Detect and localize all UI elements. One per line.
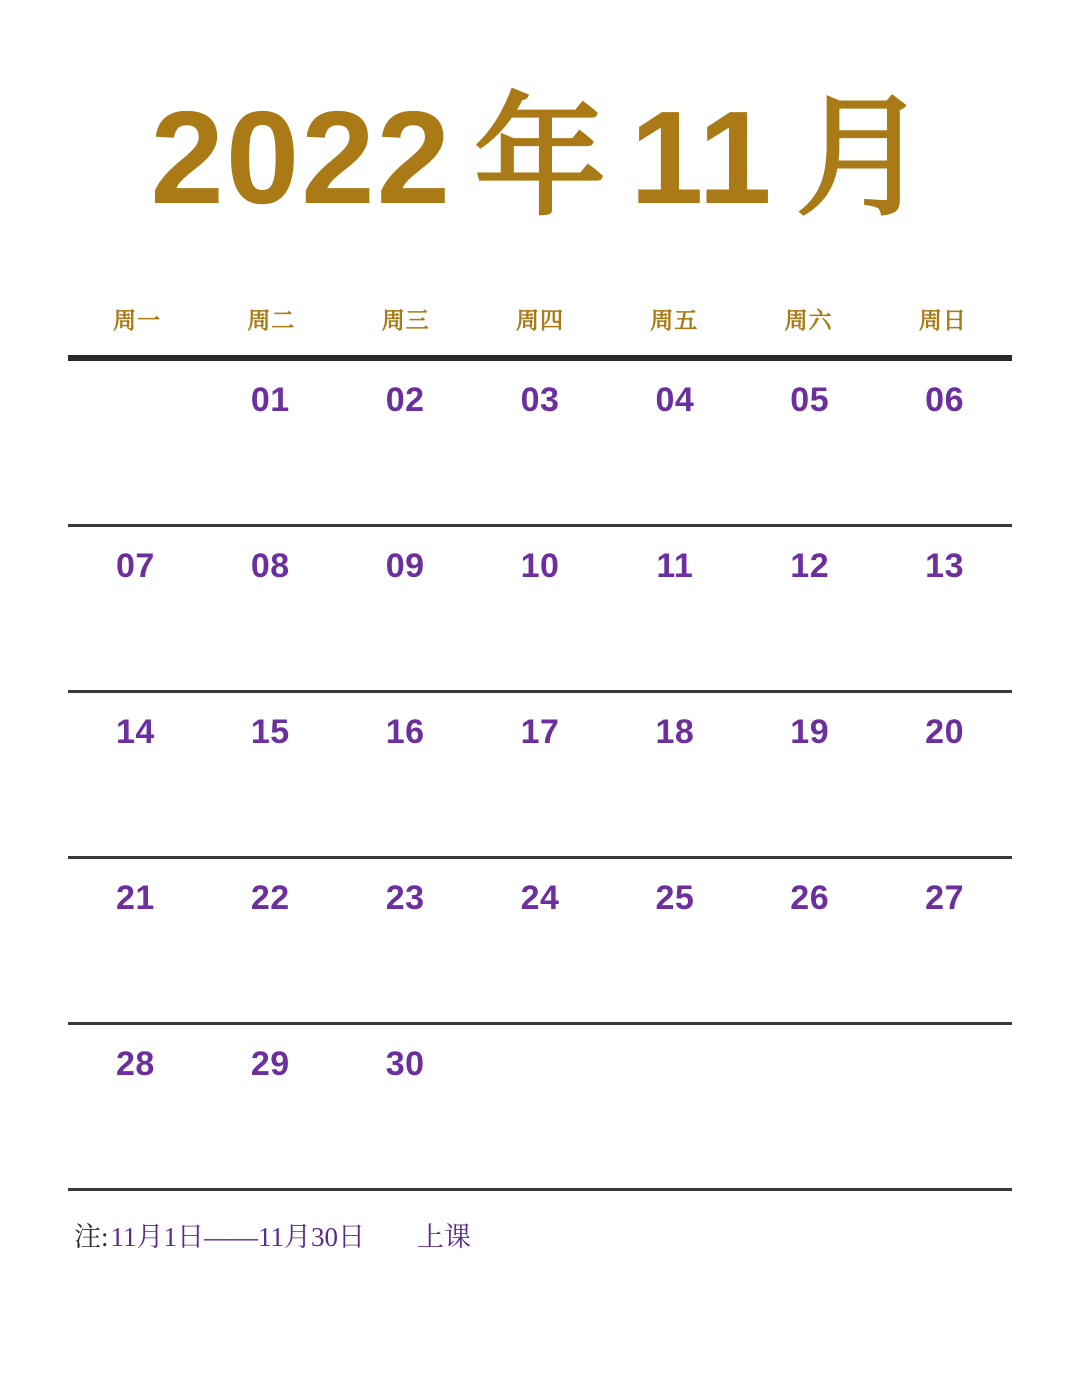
day-number: 11	[656, 547, 694, 585]
day-cell	[607, 1025, 742, 1045]
day-number: 25	[655, 879, 695, 917]
day-number: 29	[250, 1045, 290, 1083]
day-cell[interactable]	[68, 859, 203, 918]
title-year-suffix: 年	[474, 84, 609, 231]
day-cell[interactable]	[338, 1025, 473, 1084]
day-cell[interactable]	[473, 693, 608, 752]
day-cell[interactable]	[68, 527, 203, 586]
day-cell[interactable]	[203, 361, 338, 420]
day-cell[interactable]	[473, 859, 608, 918]
note-label: 注:	[74, 1222, 109, 1252]
day-number: 30	[385, 1045, 425, 1083]
day-cell[interactable]	[607, 527, 742, 586]
weekday-monday: 周一	[113, 307, 162, 333]
day-number: 07	[116, 547, 155, 585]
weekday-saturday: 周六	[784, 307, 833, 333]
day-cell[interactable]	[877, 361, 1012, 420]
week-row	[68, 1025, 1012, 1191]
day-number: 09	[385, 547, 425, 585]
day-cell[interactable]	[473, 527, 608, 586]
weekday-tuesday: 周二	[247, 307, 296, 333]
day-cell[interactable]	[203, 693, 338, 752]
day-cell[interactable]	[607, 361, 742, 420]
note	[68, 1215, 1012, 1254]
day-cell[interactable]	[607, 859, 742, 918]
day-cell[interactable]	[203, 859, 338, 918]
weekday-thursday: 周四	[515, 307, 564, 333]
day-cell[interactable]	[338, 527, 473, 586]
day-number: 02	[385, 381, 425, 419]
day-number: 06	[925, 381, 964, 419]
day-cell[interactable]	[877, 693, 1012, 752]
day-cell[interactable]	[742, 859, 877, 918]
week-row	[68, 859, 1012, 1025]
day-number: 24	[520, 879, 560, 917]
day-number: 21	[116, 879, 155, 917]
note-text: 上课	[417, 1222, 472, 1252]
day-cell[interactable]	[877, 527, 1012, 586]
day-number: 01	[250, 381, 290, 419]
day-number: 05	[790, 381, 830, 419]
day-number: 03	[520, 381, 560, 419]
day-cell[interactable]	[68, 1025, 203, 1084]
weekday-friday: 周五	[650, 307, 699, 333]
title-month: 11	[630, 84, 774, 231]
day-number: 22	[250, 879, 290, 917]
day-number: 14	[116, 713, 155, 751]
day-number: 15	[250, 713, 290, 751]
day-cell[interactable]	[742, 527, 877, 586]
day-number: 12	[790, 547, 830, 585]
week-row	[68, 527, 1012, 693]
weekday-sunday: 周日	[918, 307, 967, 333]
day-number: 04	[655, 381, 695, 419]
day-number: 19	[790, 713, 830, 751]
note-range: 11月1日——11月30日	[110, 1222, 366, 1252]
day-cell	[742, 1025, 877, 1045]
day-cell	[473, 1025, 608, 1045]
day-cell[interactable]	[338, 859, 473, 918]
day-cell	[68, 361, 203, 381]
day-cell[interactable]	[338, 693, 473, 752]
day-cell[interactable]	[473, 361, 608, 420]
weekday-wednesday: 周三	[381, 307, 430, 333]
day-number: 28	[116, 1045, 155, 1083]
day-number: 20	[925, 713, 964, 751]
day-cell[interactable]	[742, 361, 877, 420]
week-row	[68, 361, 1012, 527]
day-number: 17	[520, 713, 560, 751]
day-cell[interactable]	[742, 693, 877, 752]
day-number: 08	[250, 547, 290, 585]
week-row	[68, 693, 1012, 859]
day-cell[interactable]	[203, 527, 338, 586]
day-number: 27	[925, 879, 964, 917]
day-cell[interactable]	[607, 693, 742, 752]
day-cell[interactable]	[68, 693, 203, 752]
day-cell[interactable]	[877, 859, 1012, 918]
day-number: 13	[925, 547, 964, 585]
day-cell[interactable]	[203, 1025, 338, 1084]
day-number: 10	[520, 547, 560, 585]
day-number: 26	[790, 879, 830, 917]
day-cell[interactable]	[338, 361, 473, 420]
day-number: 16	[385, 713, 425, 751]
page-title	[68, 84, 1012, 231]
weekday-header-row	[68, 302, 1012, 335]
day-number: 18	[655, 713, 695, 751]
day-number: 23	[385, 879, 425, 917]
title-year: 2022	[150, 84, 453, 231]
day-cell	[877, 1025, 1012, 1045]
title-month-suffix: 月	[795, 84, 930, 231]
